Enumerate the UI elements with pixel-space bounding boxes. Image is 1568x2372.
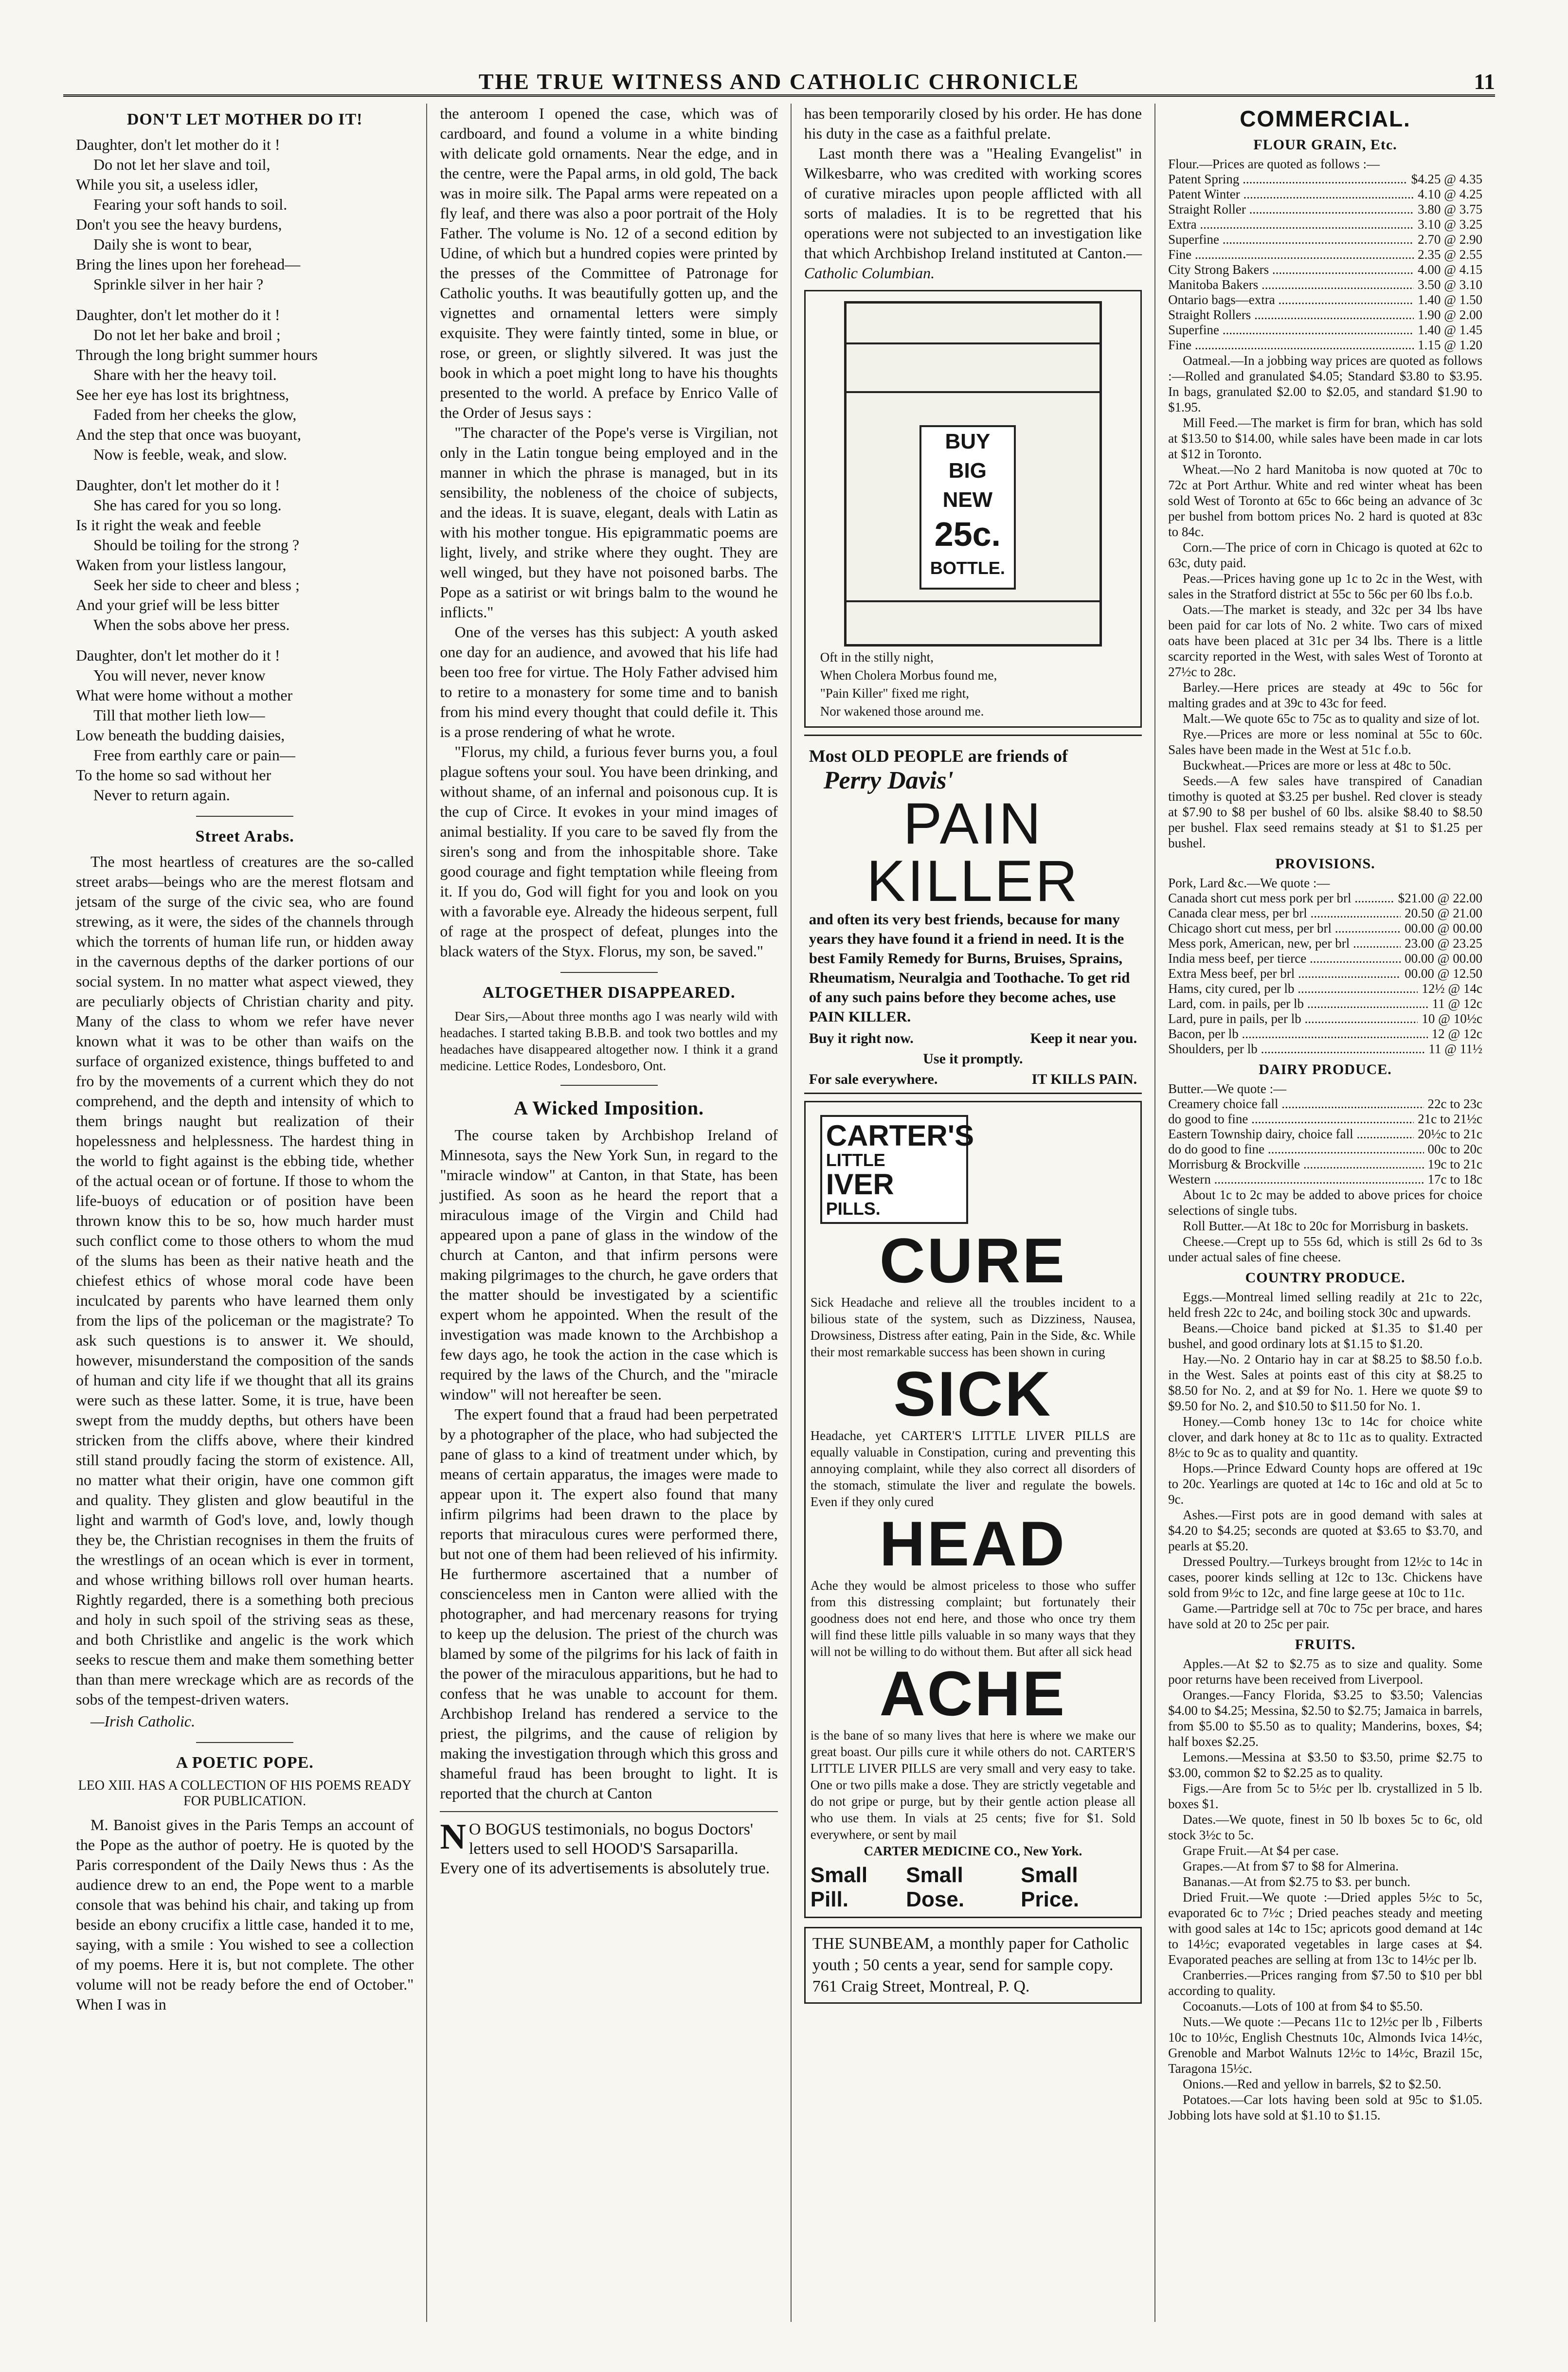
small-pill: Small Pill. — [810, 1863, 868, 1911]
perry-keep: Keep it near you. — [1030, 1030, 1137, 1046]
imposition-text-2: The expert found that a fraud had been perpetrated by a photographer of the place, who had subjected the pane of glass to a kind of treatment under which, by means of certain apparatus, the images were made to appear upon it. The expert also found that many infirm pilgrims had been drawn to the place by reports that miraculous cures were performed there, but not one of them had been relieved of his infirmity. He furthermore ascertained that a number of conscienceless men in Canton were allied with the photographer, and had mercenary reasons for trying to keep up the delusion. The priest of the church was blamed by some of the pilgrims for his lack of faith in the power of the miraculous apparitions, but he had to confess that he was unable to account for them. Archbishop Ireland has rendered a service to the priest, the pilgrims, and the cause of religion by making the investigation through which this gross and shameful fraud has been brought to light. It is reported that the church at Canton — [440, 1405, 778, 1802]
price-value: 00.00 @ 00.00 — [1405, 951, 1482, 966]
perry-foot-3 — [809, 1071, 1137, 1088]
price-item: Patent Spring ..... — [1168, 172, 1407, 187]
market-report: Seeds.—A few sales have transpired of Canadian timothy is quoted at $3.25 per bushel. Red clover is steady at $7.90 to $8 per bushel of 60 lbs. alsike $8.40 to $8.50 per bushel. Flax seed remains steady at $1 to $1.25 per bushel. — [1168, 773, 1482, 850]
price-row — [1168, 217, 1482, 232]
poem-stanza — [76, 646, 414, 805]
logo-line: LITTLE — [826, 1150, 885, 1170]
price-item: Mess pork, American, new, per brl ..... — [1168, 936, 1401, 951]
divider — [196, 1742, 293, 1743]
poem-line: What were home without a mother — [76, 686, 293, 704]
provisions-intro: Pork, Lard &c.—We quote :— — [1168, 876, 1330, 890]
imposition-title: A Wicked Imposition. — [514, 1097, 704, 1119]
price-row — [1168, 981, 1482, 996]
price-row — [1168, 1026, 1482, 1042]
price-item: Chicago short cut mess, per brl ..... — [1168, 921, 1401, 936]
price-row — [1168, 1112, 1482, 1127]
market-report: Oatmeal.—In a jobbing way prices are quoted as follows :—Rolled and granulated $4.05; Standard $3.80 to $3.95. In bags, granulated $2.00 to $2.05, and standard $1.90 to $1.95. — [1168, 353, 1482, 414]
healing-body: Last month there was a "Healing Evangelist" in Wilkesbarre, who was credited with working scores of curative miracles upon people afflicted with all sorts of maladies. It is to be regretted that his operations were not subjected to an investigation like that which Archbishop Ireland instituted at Canton.— — [804, 144, 1142, 262]
imposition-cont: has been temporarily closed by his order. He has done his duty in the case as a faithful prelate. — [804, 105, 1142, 142]
poem-line: Through the long bright summer hours — [76, 346, 318, 363]
poetic-pope-cont-4: "Florus, my child, a furious fever burns you, a foul plague softens your soul. You have been drinking, and without shame, of an infernal and poisonous cup. It is the cup of Circe. It evokes in your mind images of animal bestiality. If you care to be saved fly from the siren's song and from the inhospitable shore. Take good courage and fight temptation while fleeing from it. If you do, God will fight for you and look on you with a favorable eye. Already the hideous serpent, full of rage at the prospect of defeat, plunges into the black waters of the Styx. Florus, my son, be saved." — [440, 743, 778, 960]
market-report: Mill Feed.—The market is firm for bran, which has sold at $13.50 to $14.00, while sales have been made in car lots at $12 in Toronto. — [1168, 415, 1482, 461]
page-number: 11 — [1474, 69, 1495, 94]
provisions-price-list — [1168, 891, 1482, 1057]
shelf — [847, 600, 1099, 602]
market-report: Dressed Poultry.—Turkeys brought from 12½c to 14c in cases, poorer kinds selling at 12c to 13c. Chickens have sold from 9½c to 12c, and fine large geese at 10c to 11c. — [1168, 1554, 1482, 1600]
perry-foot-2 — [809, 1051, 1137, 1067]
imposition-text-1: The course taken by Archbishop Ireland of Minnesota, says the New York Sun, in regard to the "miracle window" at Canton, in that State, has been justified. As soon as he heard the report that a miraculous image of the Virgin and Child had appeared upon a pane of glass in the window of the church at Canton, and that infirm persons were making pilgrimages to the church, he gave orders that the matter should be investigated by a scientific expert whom he appointed. When the result of the investigation was made known to the Archbishop a few days ago, he took the action in the case which is required by the laws of the Church, and the "miracle window" will not hereafter be seen. — [440, 1126, 778, 1403]
divider — [560, 1085, 658, 1086]
divider — [560, 972, 658, 973]
price-row — [1168, 292, 1482, 307]
poem-stanza — [76, 475, 414, 635]
poetic-pope-cont-1: the anteroom I opened the case, which was of cardboard, and found a volume in a white binding with delicate gold ornaments. Near the edge, and in the centre, were the Papal arms, in old gold, The back was in moire silk. The Papal arms were repeated on a fly leaf, and there was also a poor portrait of the Holy Father. The volume is No. 12 of a second edition by Udine, of which but a hundred copies were printed by the presses of the Committee of Patronage for Catholic youths. It was beautifully gotten up, and the vignettes and ornamental letters were simply exquisite. They were faintly tinted, some in blue, or rose, or green, or slightly silvered. It was just the book in which a poet might long to have his thoughts presented to the world. A preface by Enrico Valle of the Order of Jesus says : — [440, 105, 778, 421]
price-item: Extra Mess beef, per brl ..... — [1168, 966, 1401, 981]
ad-verse-line: Nor wakened those around me. — [820, 704, 984, 719]
perry-davis-ad — [804, 735, 1142, 1094]
price-value: 3.80 @ 3.75 — [1418, 202, 1482, 216]
price-value: 12½ @ 14c — [1422, 981, 1482, 996]
price-item: Straight Rollers ..... — [1168, 307, 1414, 323]
pain-killer-line1: PAIN — [903, 791, 1043, 856]
market-report: Hops.—Prince Edward County hops are offered at 19c to 20c. Yearlings are quoted at 14c to 16c and old at 5c to 9c. — [1168, 1461, 1482, 1507]
poem-line: Now is feeble, weak, and slow. — [93, 446, 287, 463]
price-row — [1168, 1096, 1482, 1112]
poem-line: She has cared for you so long. — [93, 496, 282, 514]
poetic-pope-title: A POETIC POPE. — [176, 1754, 314, 1772]
dairy-heading: DAIRY PRODUCE. — [1259, 1061, 1392, 1078]
masthead — [63, 63, 1495, 97]
disappeared-title: ALTOGETHER DISAPPEARED. — [482, 984, 736, 1002]
poem-line: You will never, never know — [93, 666, 266, 684]
price-item: Superfine ..... — [1168, 323, 1414, 338]
price-value: 20.50 @ 21.00 — [1405, 906, 1482, 920]
market-report: Barley.—Here prices are steady at 49c to 56c for malting grades and at 39c to 43c for feed. — [1168, 680, 1482, 710]
price-value: 1.40 @ 1.45 — [1418, 323, 1482, 337]
poem-line: While you sit, a useless idler, — [76, 176, 258, 193]
carters-logo — [820, 1115, 974, 1224]
shelf — [847, 342, 1099, 344]
dairy-price-list — [1168, 1096, 1482, 1187]
column-1 — [63, 104, 427, 2322]
street-arabs-title: Street Arabs. — [195, 827, 294, 845]
poem-line: When the sobs above her press. — [93, 616, 290, 633]
disappeared-text: Dear Sirs,—About three months ago I was nearly wild with headaches. I started taking B.B.B. and took two bottles and my headaches have disappeared altogether now. I think it a grand medicine. Lettice Rodes, Londesboro, Ont. — [440, 1009, 778, 1073]
price-value: 1.40 @ 1.50 — [1418, 292, 1482, 307]
price-row — [1168, 921, 1482, 936]
market-report: Cranberries.—Prices ranging from $7.50 to $10 per bbl according to quality. — [1168, 1968, 1482, 1998]
ad-verse-line: When Cholera Morbus found me, — [820, 668, 997, 683]
poem-title: DON'T LET MOTHER DO IT! — [126, 110, 363, 128]
price-value: $21.00 @ 22.00 — [1398, 891, 1482, 905]
market-report: Grape Fruit.—At $4 per case. — [1183, 1843, 1339, 1858]
price-row — [1168, 232, 1482, 247]
poem-line: Seek her side to cheer and bless ; — [93, 576, 300, 593]
perry-body: and often its very best friends, because for many years they have found it a friend in need. It is the best Family Remedy for Burns, Bruises, Sprains, Rheumatism, Neuralgia and Toothache. To get rid of any such pains before they become aches, use PAIN KILLER. — [809, 911, 1130, 1025]
market-report: Dates.—We quote, finest in 50 lb boxes 5c to 6c, old stock 3½c to 5c. — [1168, 1812, 1482, 1842]
perry-kills: IT KILLS PAIN. — [1031, 1071, 1137, 1087]
poem-line: Daughter, don't let mother do it ! — [76, 476, 280, 494]
poem-line: Don't you see the heavy burdens, — [76, 216, 282, 233]
divider — [196, 816, 293, 817]
price-row — [1168, 996, 1482, 1011]
price-value: 21c to 21½c — [1418, 1112, 1482, 1126]
poem-line: See her eye has lost its brightness, — [76, 386, 289, 403]
price-item: Hams, city cured, per lb ..... — [1168, 981, 1418, 996]
price-row — [1168, 1157, 1482, 1172]
sign-line: BIG — [948, 459, 987, 483]
logo-line: CARTER'S — [826, 1119, 974, 1152]
price-value: 20½c to 21c — [1418, 1127, 1482, 1141]
market-report: Game.—Partridge sell at 70c to 75c per brace, and hares have sold at 20 to 25c per pair. — [1168, 1601, 1482, 1631]
price-item: Bacon, per lb ..... — [1168, 1026, 1428, 1042]
market-report: Roll Butter.—At 18c to 20c for Morrisburg in baskets. — [1183, 1219, 1469, 1233]
poem-line: Free from earthly care or pain— — [93, 746, 295, 764]
bottle-sign — [919, 425, 1016, 590]
price-item: Manitoba Bakers ..... — [1168, 277, 1414, 292]
poetic-pope-cont-3: One of the verses has this subject: A youth asked one day for an audience, and avowed that his life had been too free for virtue. The Holy Father advised him to retire to a monastery for some time and to banish from his mind every thought that could defile it. This is a prose rendering of what he wrote. — [440, 623, 778, 740]
logo-line: PILLS. — [826, 1199, 881, 1219]
price-row — [1168, 951, 1482, 966]
column-2 — [427, 104, 791, 2322]
divider — [440, 1811, 777, 1812]
word-sick: SICK — [893, 1358, 1053, 1429]
poem-line: To the home so sad without her — [76, 766, 271, 784]
price-row — [1168, 1142, 1482, 1157]
poem-line: Daughter, don't let mother do it ! — [76, 306, 280, 323]
logo-line: IVER — [826, 1168, 894, 1201]
price-item: Western ..... — [1168, 1172, 1424, 1187]
price-row — [1168, 936, 1482, 951]
poem-line: And the step that once was buoyant, — [76, 426, 301, 443]
perry-buy: Buy it right now. — [809, 1030, 914, 1046]
sign-line: BUY — [945, 430, 991, 453]
commercial-title: COMMERCIAL. — [1240, 106, 1411, 131]
poem-line: Fearing your soft hands to soil. — [93, 196, 288, 213]
price-value: 1.90 @ 2.00 — [1418, 307, 1482, 322]
no-bogus-ad — [440, 1817, 777, 1878]
price-value: 4.10 @ 4.25 — [1418, 187, 1482, 201]
price-item: Shoulders, per lb ..... — [1168, 1042, 1424, 1057]
price-value: 4.00 @ 4.15 — [1418, 262, 1482, 277]
poetic-pope-cont-2: "The character of the Pope's verse is Virgilian, not only in the Latin tongue being employed and in the manner in which the phrase is managed, but in its sensibility, the nobleness of the choice of subjects, and the ideas. It is suave, elegant, deals with Latin as with his mother tongue. His epigrammatic poems are light, lively, and strike where they ought. They are well winged, but they have not poisoned barbs. The Pope as a satirist or wit brings balm to the wound he inflicts." — [440, 424, 778, 621]
price-value: 23.00 @ 23.25 — [1405, 936, 1482, 951]
cabinet-ad — [804, 290, 1142, 728]
word-cure: CURE — [879, 1225, 1067, 1296]
price-item: Canada short cut mess pork per brl ..... — [1168, 891, 1394, 906]
perry-foot-1 — [809, 1030, 1137, 1047]
dairy-paragraphs — [1168, 1187, 1482, 1265]
perry-brand: Perry Davis' — [823, 767, 954, 794]
market-report: Onions.—Red and yellow in barrels, $2 to $2.50. — [1183, 2077, 1442, 2091]
dairy-intro: Butter.—We quote :— — [1168, 1081, 1287, 1096]
price-item: Lard, com. in pails, per lb ..... — [1168, 996, 1428, 1011]
cure-text: Sick Headache and relieve all the troubles incident to a bilious state of the system, such as Dizziness, Nausea, Drowsiness, Distress after eating, Pain in the Side, &c. While their most remarkable success has been shown in curing — [810, 1295, 1136, 1359]
ache-text: is the bane of so many lives that here is where we make our great boast. Our pills cure it while others do not. CARTER'S LITTLE LIVER PILLS are very small and very easy to take. One or two pills make a dose. They are strictly vegetable and do not gripe or purge, but by their gentle action please all who use them. In vials at 25 cents; five for $1. Sold everywhere, or sent by mail — [810, 1728, 1136, 1842]
market-report: Dried Fruit.—We quote :—Dried apples 5½c to 5c, evaporated 6c to 7½c ; Dried peaches steady and meeting with good sales at 14c to 15c; apricots good demand at 14c to 14½c; evaporated vegetables in large cases at $4. Evaporated peaches are selling at from 13c to 14½c per lb. — [1168, 1890, 1482, 1967]
market-report: Figs.—Are from 5c to 5½c per lb. crystallized in 5 lb. boxes $1. — [1168, 1781, 1482, 1811]
market-report: Bananas.—At from $2.75 to $3. per bunch. — [1183, 1874, 1410, 1889]
market-report: Wheat.—No 2 hard Manitoba is now quoted at 70c to 72c at Port Arthur. White and red winter wheat has been sold West of Toronto at 65c to 66c being an advance of 3c per bushel from bottom prices No. 2 hard is quoted at 83c to 84c. — [1168, 462, 1482, 539]
poem-line: Never to return again. — [93, 786, 230, 804]
price-row — [1168, 1127, 1482, 1142]
column-3 — [792, 104, 1155, 2322]
healing-credit: Catholic Columbian. — [804, 264, 935, 282]
market-report: Grapes.—At from $7 to $8 for Almerina. — [1183, 1859, 1399, 1873]
poem-line: Low beneath the budding daisies, — [76, 726, 285, 744]
column-4 — [1155, 104, 1495, 2322]
price-row — [1168, 338, 1482, 353]
poem-line: Waken from your listless langour, — [76, 556, 287, 574]
price-row — [1168, 187, 1482, 202]
cabinet-illustration — [844, 301, 1102, 647]
carters-bottom — [811, 1863, 1135, 1912]
price-item: City Strong Bakers ..... — [1168, 262, 1414, 277]
price-value: 00.00 @ 00.00 — [1405, 921, 1482, 935]
price-value: 2.35 @ 2.55 — [1418, 247, 1482, 262]
price-value: 2.70 @ 2.90 — [1418, 232, 1482, 247]
small-dose: Small Dose. — [906, 1863, 965, 1911]
perry-sale: For sale everywhere. — [809, 1071, 938, 1087]
poem-line: Do not let her slave and toil, — [93, 156, 270, 173]
fruit-paragraphs — [1168, 1656, 1482, 2123]
market-report: Rye.—Prices are more or less nominal at 55c to 60c. Sales have been made in the West at 51c f.o.b. — [1168, 727, 1482, 757]
price-row — [1168, 906, 1482, 921]
word-ache: ACHE — [879, 1658, 1067, 1729]
price-item: Extra ..... — [1168, 217, 1414, 232]
market-report: Honey.—Comb honey 13c to 14c for choice white clover, and dark honey at 8c to 11c as to quality. Extracted 8½c to 9c as to quality and quantity. — [1168, 1414, 1482, 1460]
price-row — [1168, 1042, 1482, 1057]
market-report: Beans.—Choice band picked at $1.35 to $1.40 per bushel, and good ordinary lots at $1.15 to $1.20. — [1168, 1321, 1482, 1351]
healing-text — [804, 144, 1142, 283]
poem-line: Faded from her cheeks the glow, — [93, 406, 297, 423]
no-bogus-text: O BOGUS testimonials, no bogus Doctors' letters used to sell HOOD'S Sarsaparilla. Every one of its advertisements is absolutely true. — [440, 1820, 770, 1877]
price-value: 11 @ 11½ — [1428, 1042, 1482, 1056]
pain-killer-line2: KILLER — [866, 848, 1080, 914]
sign-price: 25c. — [934, 515, 1001, 553]
price-value: 17c to 18c — [1427, 1172, 1482, 1186]
price-item: Straight Roller ..... — [1168, 202, 1414, 217]
perry-lead: Most OLD PEOPLE are friends of — [809, 746, 1068, 766]
market-report: Oats.—The market is steady, and 32c per 34 lbs have been paid for car lots of No. 2 white. Two cars of mixed oats have been placed at 31c per 34 lbs. There is a little scarcity reported in the West, with sales West of Toronto at 27½c to 28c. — [1168, 602, 1482, 679]
market-report: Malt.—We quote 65c to 75c as to quality and size of lot. — [1183, 711, 1480, 726]
provisions-heading: PROVISIONS. — [1275, 856, 1375, 872]
street-arabs-credit: —Irish Catholic. — [90, 1712, 196, 1730]
price-row — [1168, 1172, 1482, 1187]
flour-intro: Flour.—Prices are quoted as follows :— — [1168, 157, 1380, 171]
sunbeam-ad: THE SUNBEAM, a monthly paper for Catholic youth ; 50 cents a year, send for sample copy. 761 Craig Street, Montreal, P. Q. — [804, 1927, 1142, 2004]
poetic-pope-subtitle: LEO XIII. HAS A COLLECTION OF HIS POEMS READY FOR PUBLICATION. — [78, 1778, 412, 1809]
poem-line: Do not let her bake and broil ; — [93, 326, 281, 343]
market-report: Eggs.—Montreal limed selling readily at 21c to 22c, held fresh 22c to 24c, and boiling stock 30c and upwards. — [1168, 1290, 1482, 1320]
price-value: 22c to 23c — [1427, 1096, 1482, 1111]
poem-line: Daughter, don't let mother do it ! — [76, 647, 280, 664]
price-item: India mess beef, per tierce ..... — [1168, 951, 1401, 966]
market-report: Nuts.—We quote :—Pecans 11c to 12½c per lb , Filberts 10c to 10½c, English Chestnuts 10c, Almonds Ivica 14½c, Grenoble and Marbot Walnuts 12½c to 14½c, Brazil 15c, Taragona 15½c. — [1168, 2014, 1482, 2076]
price-row — [1168, 1011, 1482, 1026]
poem-line: Till that mother lieth low— — [93, 706, 265, 724]
perry-use: Use it promptly. — [923, 1051, 1023, 1067]
price-item: Canada clear mess, per brl ..... — [1168, 906, 1401, 921]
street-arabs-text: The most heartless of creatures are the so-called street arabs—beings who are the merest flotsam and jetsam of the surge of the civic sea, who are found strewing, as it were, the sides of the channels through which the torrents of human life run, or hidden away in the cavernous depths of the darker portions of our social system. In no matter what aspect viewed, they are peculiarly objects of Christian charity and pity. Many of the class to whom we refer have never known what it was to be other than waifs on the surface of organized existence, things buffeted to and fro by the movements of a current which they do not comprehend, and the depth and intensity of which to them brings naught but realization of their hopelessness and helplessness. The hardest thing in the world to fight against is the ebbing tide, whether of the actual ocean or of fortune. If those to whom the life-buoys of education or of position have been thrown know this to be so, how much harder must such conflict come to those others to whom the mud of the slums has been as their native heath and the chiefest ethics of whose moral code have been inculcated by parents who have learned them only from the lips of the policeman or the magistrate? To ask such questions is to answer it. We should, however, misunderstand the composition of the sands of human and city life if we thought that all its grains were such as these latter. Some, it is true, have been swept from the muddy depths, but others have been stricken from the cliffs above, where their kindred still stand proudly facing the storm of existence. All, no matter what their origin, have one common gift and quality. They glisten and glow beautiful in the light and warmth of God's love, and, lowly though they be, the Christian recognises in them the fruits of the wrestlings of an ocean which is ever in torment, and whose writhing billows roll over human hearts. Rightly regarded, there is a something both precious and holy in such spoil of the striving seas as these, and both Christlike and angelic is the work which seeks to rescue them and make them something better than than mere wreckage which are as records of the sobs of the tempest-driven waters. — [76, 853, 414, 1708]
poem-line: Should be toiling for the strong ? — [93, 536, 300, 554]
price-item: Morrisburg & Brockville ..... — [1168, 1157, 1424, 1172]
price-value: 19c to 21c — [1427, 1157, 1482, 1171]
price-row — [1168, 172, 1482, 187]
price-row — [1168, 262, 1482, 277]
price-item: Superfine ..... — [1168, 232, 1414, 247]
sick-text: Headache, yet CARTER'S LITTLE LIVER PILLS are equally valuable in Constipation, curing and preventing this annoying complaint, while they also correct all disorders of the stomach, stimulate the liver and regulate the bowels. Even if they only cured — [810, 1428, 1136, 1509]
carters-company: CARTER MEDICINE CO., New York. — [864, 1844, 1082, 1858]
market-report: Hay.—No. 2 Ontario hay in car at $8.25 to $8.50 f.o.b. in the West. Sales at points east of this city at $8.25 to $8.50 for No. 2, and at $9 for No. 1. Here we quote $9 to $9.50 for No. 2, and $10.50 to $11.50 for No. 1. — [1168, 1352, 1482, 1413]
price-row — [1168, 202, 1482, 217]
price-row — [1168, 966, 1482, 981]
market-report: About 1c to 2c may be added to above prices for choice selections of single tubs. — [1168, 1187, 1482, 1218]
poem-body — [76, 135, 414, 805]
flour-heading: FLOUR GRAIN, Etc. — [1253, 137, 1397, 153]
market-report: Buckwheat.—Prices are more or less at 48c to 50c. — [1183, 758, 1451, 773]
ad-verse-line: "Pain Killer" fixed me right, — [820, 686, 969, 701]
poem-line: And your grief will be less bitter — [76, 596, 279, 613]
no-bogus-dropcap: N — [440, 1817, 466, 1857]
poem-line: Share with her the heavy toil. — [93, 366, 277, 383]
price-value: 3.50 @ 3.10 — [1418, 277, 1482, 292]
price-item: Ontario bags—extra ..... — [1168, 292, 1414, 307]
poetic-pope-text: M. Banoist gives in the Paris Temps an account of the Pope as the author of poetry. He is quoted by the Paris correspondent of the Daily News thus : As the audience drew to an end, the Pope went to a marble console that was behind his chair, and taking up from beside an ebony crucifix a little case, handed it to me, saying, with a smile : You wished to see a collection of my poems. Here it is, but not complete. The other volume will not be ready before the end of October." When I was in — [76, 1816, 414, 2013]
price-value: 00c to 20c — [1427, 1142, 1482, 1156]
country-heading: COUNTRY PRODUCE. — [1245, 1270, 1406, 1286]
price-row — [1168, 307, 1482, 323]
market-report: Apples.—At $2 to $2.75 as to size and quality. Some poor returns have been received from Liverpool. — [1168, 1656, 1482, 1687]
price-item: do good to fine ..... — [1168, 1112, 1414, 1127]
poem-line: Bring the lines upon her forehead— — [76, 255, 301, 273]
sign-line: NEW — [942, 488, 993, 512]
newspaper-title: THE TRUE WITNESS AND CATHOLIC CHRONICLE — [478, 69, 1080, 94]
price-value: 12 @ 12c — [1431, 1026, 1482, 1041]
country-paragraphs — [1168, 1289, 1482, 1632]
price-value: 11 @ 12c — [1432, 996, 1482, 1011]
word-head: HEAD — [879, 1508, 1067, 1579]
price-value: 10 @ 10½c — [1422, 1011, 1482, 1026]
price-row — [1168, 323, 1482, 338]
carters-ad — [804, 1101, 1142, 1918]
poem-line: Is it right the weak and feeble — [76, 516, 261, 534]
price-item: Fine ..... — [1168, 247, 1414, 262]
poem-stanza — [76, 135, 414, 294]
price-item: Creamery choice fall ..... — [1168, 1096, 1424, 1112]
poem-line: Daily she is wont to bear, — [93, 235, 252, 253]
price-item: Eastern Township dairy, choice fall ..... — [1168, 1127, 1414, 1142]
price-value: 00.00 @ 12.50 — [1405, 966, 1482, 981]
price-item: Fine ..... — [1168, 338, 1414, 353]
market-report: Ashes.—First pots are in good demand with sales at $4.20 to $4.25; seconds are quoted at $3.65 to $3.70, and pearls at $5.20. — [1168, 1508, 1482, 1553]
flour-price-list — [1168, 172, 1482, 353]
price-row — [1168, 891, 1482, 906]
fruits-heading: FRUITS. — [1295, 1636, 1356, 1653]
price-item: Lard, pure in pails, per lb ..... — [1168, 1011, 1418, 1026]
market-report: Lemons.—Messina at $3.50 to $3.50, prime $2.75 to $3.00, common $2 to $2.25 as to quality. — [1168, 1750, 1482, 1780]
price-item: Patent Winter ..... — [1168, 187, 1414, 202]
sign-line: BOTTLE. — [930, 558, 1005, 578]
price-value: 3.10 @ 3.25 — [1418, 217, 1482, 232]
ad-verse-line: Oft in the stilly night, — [820, 650, 934, 665]
price-row — [1168, 247, 1482, 262]
market-report: Oranges.—Fancy Florida, $3.25 to $3.50; Valencias $4.00 to $4.25; Messina, $2.50 to $2.75; Jamaica in barrels, from $5.00 to $5.50 as to quality; Manderins, boxes, $4; half boxes $2.25. — [1168, 1688, 1482, 1749]
market-report: Potatoes.—Car lots having been sold at 95c to $1.05. Jobbing lots have sold at $1.10 to $1.15. — [1168, 2092, 1482, 2122]
small-price: Small Price. — [1021, 1863, 1080, 1911]
head-text: Ache they would be almost priceless to those who suffer from this distressing complaint; but fortunately their goodness does not end here, and those who once try them will find these little pills valuable in so many ways that they will not be willing to do without them. But after all sick head — [810, 1578, 1136, 1659]
shelf — [847, 391, 1099, 393]
poem-stanza — [76, 305, 414, 465]
poem-line: Sprinkle silver in her hair ? — [93, 275, 264, 293]
market-paragraphs — [1168, 353, 1482, 851]
market-report: Cheese.—Crept up to 55s 6d, which is still 2s 6d to 3s under actual sales of fine cheese. — [1168, 1234, 1482, 1264]
poem-line: Daughter, don't let mother do it ! — [76, 136, 280, 153]
price-value: $4.25 @ 4.35 — [1411, 172, 1482, 186]
columns — [63, 104, 1495, 2322]
price-row — [1168, 277, 1482, 292]
market-report: Cocoanuts.—Lots of 100 at from $4 to $5.50. — [1183, 1999, 1423, 2013]
market-report: Corn.—The price of corn in Chicago is quoted at 62c to 63c, duty paid. — [1168, 540, 1482, 570]
market-report: Peas.—Prices having gone up 1c to 2c in the West, with sales in the Stratford district at 55c to 56c per 60 lbs f.o.b. — [1168, 571, 1482, 601]
price-item: do do good to fine ..... — [1168, 1142, 1424, 1157]
price-value: 1.15 @ 1.20 — [1418, 338, 1482, 352]
